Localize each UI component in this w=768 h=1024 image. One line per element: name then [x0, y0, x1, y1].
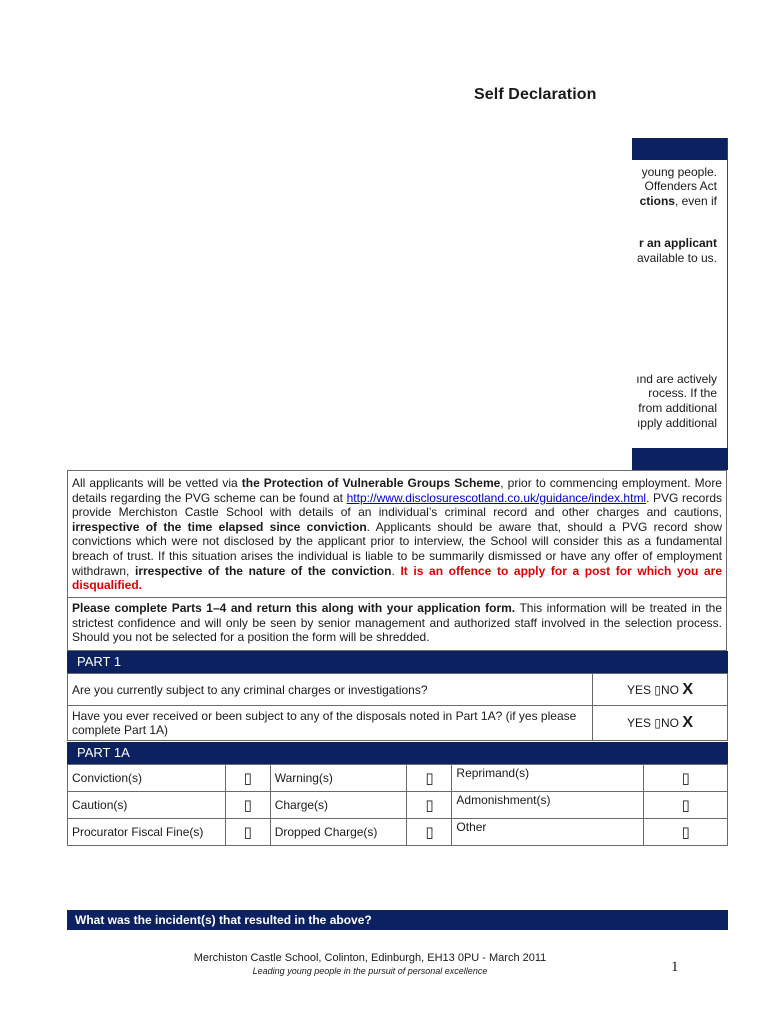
checkbox[interactable]: ▯ [225, 819, 270, 846]
disqualified-warning: It is an offence to apply for a post for which you are disqualified. [72, 563, 722, 593]
page-number: 1 [671, 959, 679, 975]
disposal-label: Procurator Fiscal Fine(s) [68, 819, 226, 846]
disposal-label: Conviction(s) [68, 765, 226, 792]
footer-motto: Leading young people in the pursuit of personal excellence [252, 966, 488, 976]
table-row [68, 765, 728, 792]
question-text: Have you ever received or been subject to any of the disposals noted in Part 1A? (if yes please complete Part 1A) [68, 706, 593, 741]
checkbox[interactable]: ▯ [225, 792, 270, 819]
part1-table [67, 673, 728, 741]
table-row [68, 706, 728, 741]
text-fragment: available to us. [636, 251, 717, 265]
text-fragment: rocess. If the [648, 386, 717, 400]
pvg-notice-box [67, 470, 727, 598]
no-mark: X [682, 680, 693, 698]
text-fragment: ctions, even if [639, 194, 717, 208]
incident-header: What was the incident(s) that resulted in the above? [67, 910, 728, 930]
checkbox[interactable]: ▯ [644, 765, 728, 792]
checkbox[interactable]: ▯ [407, 819, 452, 846]
table-row [68, 792, 728, 819]
disposal-label: Caution(s) [68, 792, 226, 819]
yes-checkbox[interactable]: ▯ [654, 682, 661, 697]
yes-checkbox[interactable]: ▯ [654, 716, 661, 730]
disposals-table [67, 764, 728, 846]
disposal-label: Other [452, 819, 644, 846]
checkbox[interactable]: ▯ [644, 819, 728, 846]
text-fragment: young people. [641, 165, 717, 179]
question-text: Are you currently subject to any criminal charges or investigations? [68, 674, 593, 706]
part1-header: PART 1 [67, 651, 728, 673]
disposal-label: Charge(s) [270, 792, 407, 819]
checkbox[interactable]: ▯ [644, 792, 728, 819]
text-fragment: ınd are actively [636, 372, 717, 386]
disposal-label: Reprimand(s) [452, 765, 644, 792]
answer-cell[interactable]: YES ▯NO X [593, 706, 728, 741]
text-fragment: from additional [638, 401, 717, 415]
section-header-bar [632, 448, 728, 470]
footer-address: Merchiston Castle School, Colinton, Edinburgh, EH13 0PU - March 2011 [193, 952, 547, 964]
text-fragment: ıpply additional [636, 416, 717, 430]
text-fragment: Offenders Act [644, 179, 717, 193]
text-fragment: r an applicant [638, 236, 717, 250]
checkbox[interactable]: ▯ [407, 792, 452, 819]
section-border [727, 138, 728, 470]
checkbox[interactable]: ▯ [225, 765, 270, 792]
checkbox[interactable]: ▯ [407, 765, 452, 792]
answer-cell[interactable]: YES ▯NO X [593, 674, 728, 706]
instructions-text: Please complete Parts 1–4 and return this along with your application form. This information will be treated in the strictest confidence and will only be seen by senior management and authorized staff involved in the selection process. Should you not be selected for a position the form will be shredded. [72, 601, 723, 645]
pvg-guidance-link[interactable]: http://www.disclosurescotland.co.uk/guidance/index.html [346, 490, 647, 505]
no-mark: X [682, 714, 693, 731]
disposal-label: Admonishment(s) [452, 792, 644, 819]
disposal-label: Dropped Charge(s) [270, 819, 407, 846]
section-header-bar [632, 138, 728, 160]
table-row [68, 674, 728, 706]
disposal-label: Warning(s) [270, 765, 407, 792]
instructions-box [67, 598, 727, 651]
table-row [68, 819, 728, 846]
page-title: Self Declaration [474, 86, 597, 103]
pvg-notice-text: All applicants will be vetted via the Protection of Vulnerable Groups Scheme, prior to commencing employment. More details regarding the PVG scheme can be found at http://www.disclosurescotland.co.uk/guidance/index.html. PVG records provide Merchiston Castle School with details of an individual’s criminal record and other charges and cautions, irrespective of the time elapsed since conviction. Applicants should be aware that, should a PVG record show convictions which were not disclosed by the applicant prior to interview, the School will consider this as a fundamental breach of trust. If this situation arises the individual is liable to be summarily dismissed or have any offer of employment withdrawn, irrespective of the nature of the conviction. It is an offence to apply for a post for which you are disqualified. [72, 476, 723, 593]
part1a-header: PART 1A [67, 742, 728, 764]
